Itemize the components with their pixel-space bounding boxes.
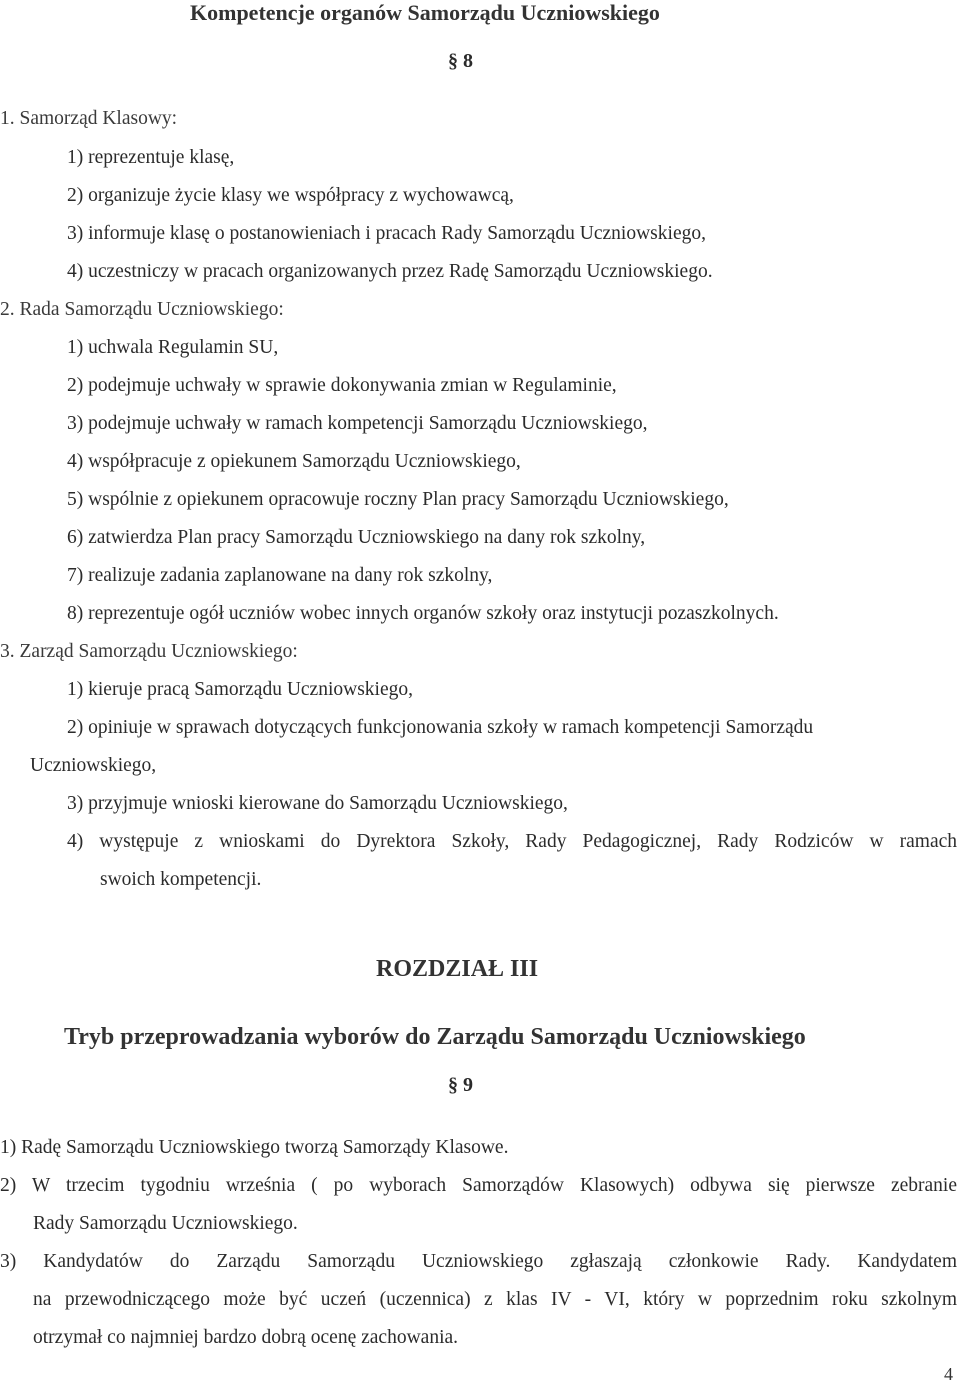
list-item-continuation: Uczniowskiego, xyxy=(30,755,157,776)
list-item: 2) opiniuje w sprawach dotyczących funkcjonowania szkoły w ramach kompetencji Samorządu xyxy=(67,717,814,738)
chapter-title: Tryb przeprowadzania wyborów do Zarządu Samorządu Uczniowskiego xyxy=(64,1024,806,1050)
list-item: 7) realizuje zadania zaplanowane na dany rok szkolny, xyxy=(67,565,493,586)
list-item: 5) wspólnie z opiekunem opracowuje roczny Plan pracy Samorządu Uczniowskiego, xyxy=(67,489,729,510)
section-3-heading: 3. Zarząd Samorządu Uczniowskiego: xyxy=(0,641,298,662)
list-item: 4) występuje z wnioskami do Dyrektora Szkoły, Rady Pedagogicznej, Rady Rodziców w ramach xyxy=(67,831,957,852)
rule-item: 3) Kandydatów do Zarządu Samorządu Uczniowskiego zgłaszają członkowie Rady. Kandydatem xyxy=(0,1251,957,1272)
list-item: 4) uczestniczy w pracach organizowanych przez Radę Samorządu Uczniowskiego. xyxy=(67,261,713,282)
list-item: 1) kieruje pracą Samorządu Uczniowskiego, xyxy=(67,679,413,700)
paragraph-8: § 8 xyxy=(448,50,473,72)
page-number: 4 xyxy=(944,1364,953,1384)
list-item: 2) organizuje życie klasy we współpracy z wychowawcą, xyxy=(67,185,514,206)
rule-item-continuation: Rady Samorządu Uczniowskiego. xyxy=(33,1213,298,1234)
section-1-heading: 1. Samorząd Klasowy: xyxy=(0,108,178,129)
list-item: 4) współpracuje z opiekunem Samorządu Uczniowskiego, xyxy=(67,451,521,472)
list-item: 3) podejmuje uchwały w ramach kompetencji Samorządu Uczniowskiego, xyxy=(67,413,648,434)
rule-item: 2) W trzecim tygodniu września ( po wyborach Samorządów Klasowych) odbywa się pierwsze zebranie xyxy=(0,1175,957,1196)
list-item: 1) reprezentuje klasę, xyxy=(67,147,235,168)
page-title: Kompetencje organów Samorządu Uczniowskiego xyxy=(190,0,660,25)
list-item: 3) przyjmuje wnioski kierowane do Samorządu Uczniowskiego, xyxy=(67,793,568,814)
section-2-heading: 2. Rada Samorządu Uczniowskiego: xyxy=(0,299,284,320)
list-item: 8) reprezentuje ogół uczniów wobec innych organów szkoły oraz instytucji pozaszkolnych. xyxy=(67,603,779,624)
list-item: 3) informuje klasę o postanowieniach i pracach Rady Samorządu Uczniowskiego, xyxy=(67,223,706,244)
rule-item: 1) Radę Samorządu Uczniowskiego tworzą Samorządy Klasowe. xyxy=(0,1137,509,1158)
paragraph-9: § 9 xyxy=(448,1074,473,1096)
list-item-continuation: swoich kompetencji. xyxy=(100,869,262,890)
rule-item-continuation: otrzymał co najmniej bardzo dobrą ocenę zachowania. xyxy=(33,1327,459,1348)
rule-item-continuation: na przewodniczącego może być uczeń (uczennica) z klas IV - VI, który w poprzednim roku szkolnym xyxy=(33,1289,957,1310)
list-item: 2) podejmuje uchwały w sprawie dokonywania zmian w Regulaminie, xyxy=(67,375,617,396)
list-item: 1) uchwala Regulamin SU, xyxy=(67,337,279,358)
list-item: 6) zatwierdza Plan pracy Samorządu Uczniowskiego na dany rok szkolny, xyxy=(67,527,646,548)
chapter-label: ROZDZIAŁ III xyxy=(376,956,539,982)
